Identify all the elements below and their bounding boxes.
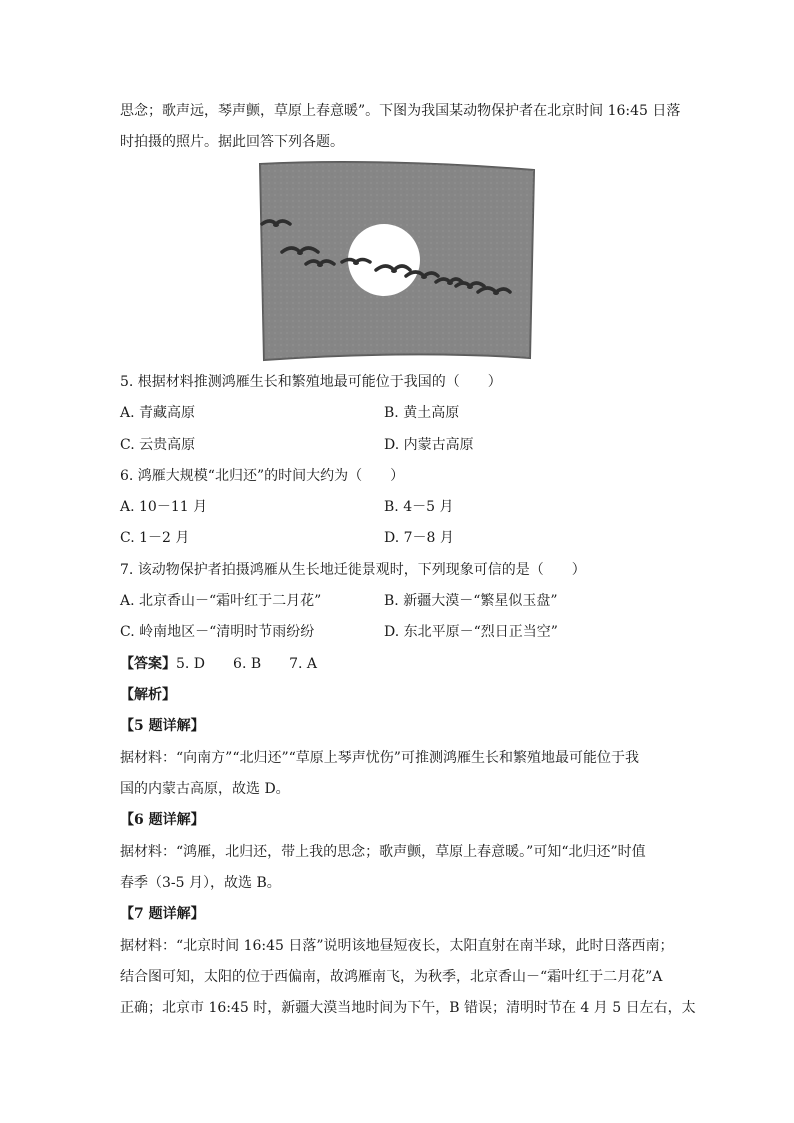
question-7-option-a: A. 北京香山－“霜叶红于二月花” xyxy=(120,593,322,609)
question-5-stem: 5. 根据材料推测鸿雁生长和繁殖地最可能位于我国的（ ） xyxy=(120,374,502,390)
question-5-option-a: A. 青藏高原 xyxy=(120,405,196,421)
q6-detail-line-1: 据材料：“鸿雁，北归还，带上我的思念；歌声颤，草原上春意暖。”可知“北归还”时值 xyxy=(120,844,646,860)
question-6-stem: 6. 鸿雁大规模“北归还”的时间大约为（ ） xyxy=(120,468,405,484)
question-6-option-d: D. 7－8 月 xyxy=(384,530,454,546)
question-7-option-b: B. 新疆大漠－“繁星似玉盘” xyxy=(384,593,558,609)
question-7-option-d: D. 东北平原－“烈日正当空” xyxy=(384,624,558,640)
answer-values: 5. D 6. B 7. A xyxy=(176,656,318,672)
q5-detail-title: 【5 题详解】 xyxy=(120,718,205,734)
question-7-option-c: C. 岭南地区－“清明时节雨纷纷 xyxy=(120,624,315,640)
question-7-stem: 7. 该动物保护者拍摄鸿雁从生长地迁徙景观时，下列现象可信的是（ ） xyxy=(120,562,586,578)
sunset-with-geese-photo-icon xyxy=(256,158,538,364)
question-5-option-d: D. 内蒙古高原 xyxy=(384,437,474,453)
q7-detail-line-1: 据材料：“北京时间 16:45 日落”说明该地昼短夜长，太阳直射在南半球，此时日落西南； xyxy=(120,938,674,954)
analysis-label: 【解析】 xyxy=(120,687,176,703)
sunset-geese-photo xyxy=(256,158,538,364)
question-6-option-b: B. 4－5 月 xyxy=(384,499,454,515)
q7-detail-line-2: 结合图可知，太阳的位于西偏南，故鸿雁南飞，为秋季，北京香山－“霜叶红于二月花”A xyxy=(120,969,663,985)
question-5-option-c: C. 云贵高原 xyxy=(120,437,196,453)
question-6-option-a: A. 10－11 月 xyxy=(120,499,208,515)
q6-detail-line-2: 春季（3-5 月），故选 B。 xyxy=(120,875,281,891)
question-6-option-c: C. 1－2 月 xyxy=(120,530,190,546)
answer-label: 【答案】 xyxy=(120,656,176,672)
intro-line-1: 思念；歌声远，琴声颤，草原上春意暖”。下图为我国某动物保护者在北京时间 16:45 日落 xyxy=(120,103,681,119)
intro-line-2: 时拍摄的照片。据此回答下列各题。 xyxy=(120,134,344,150)
q6-detail-title: 【6 题详解】 xyxy=(120,812,205,828)
q5-detail-line-2: 国的内蒙古高原，故选 D。 xyxy=(120,781,290,797)
q7-detail-title: 【7 题详解】 xyxy=(120,906,205,922)
answer-row xyxy=(120,654,680,674)
q7-detail-line-3: 正确；北京市 16:45 时，新疆大漠当地时间为下午，B 错误；清明时节在 4 月 5 日左右，太 xyxy=(120,1000,696,1016)
question-5-option-b: B. 黄土高原 xyxy=(384,405,460,421)
q5-detail-line-1: 据材料：“向南方”“北归还”“草原上琴声忧伤”可推测鸿雁生长和繁殖地最可能位于我 xyxy=(120,750,639,766)
